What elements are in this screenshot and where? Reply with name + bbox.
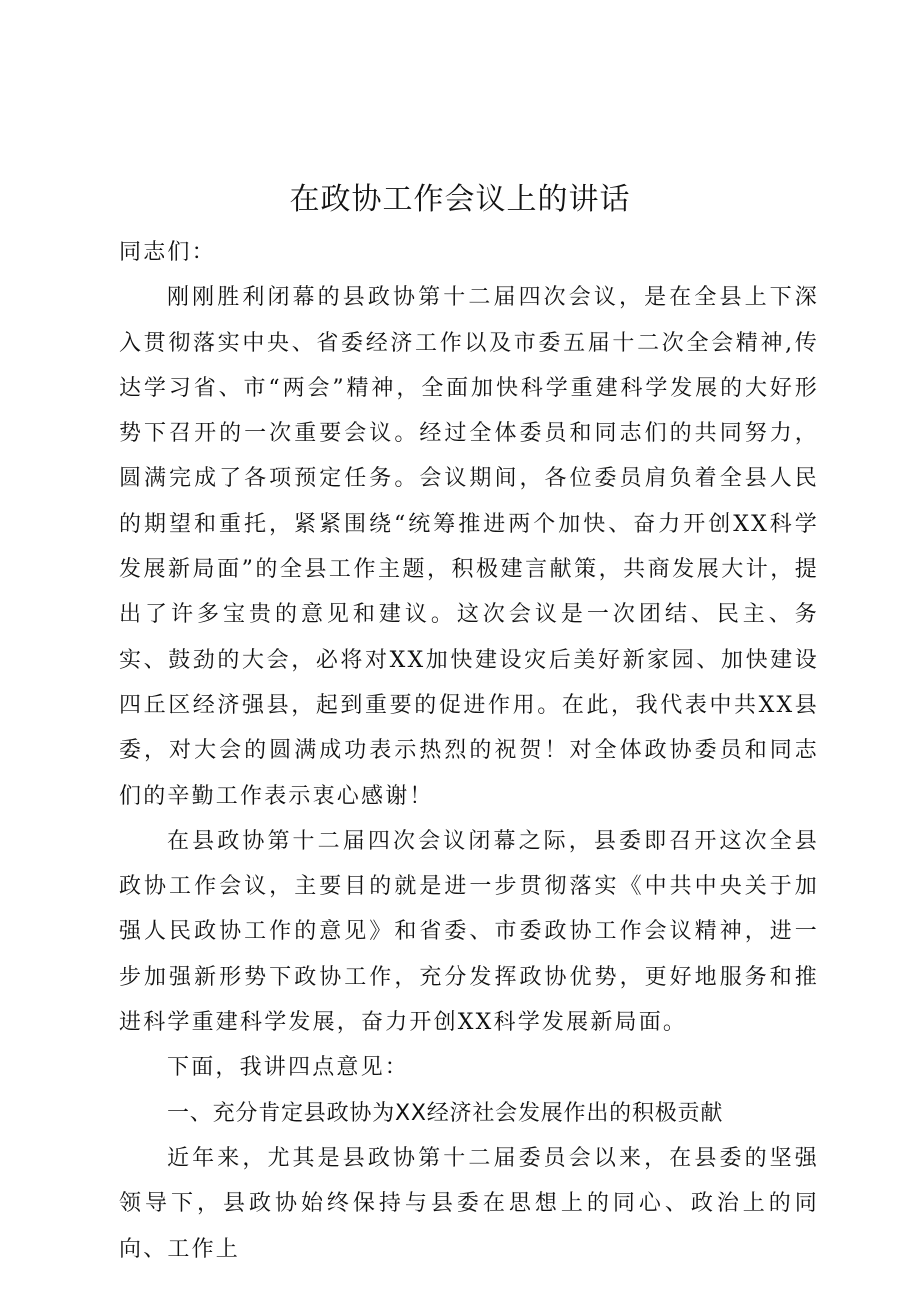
paragraph-purpose: 在县政协第十二届四次会议闭幕之际，县委即召开这次全县政协工作会议，主要目的就是进一步贯彻落实《中共中央关于加强人民政协工作的意见》和省委、市委政协工作会议精神，进一步加强新形势下政协工作，充分发挥政协优势，更好地服务和推进科学重建科学发展，奋力开创XX科学发展新局面。 <box>119 828 819 1036</box>
section-heading: 一、充分肯定县政协为XX经济社会发展作出的积极贡献 <box>167 1100 724 1126</box>
paragraph-intro-points: 下面，我讲四点意见： <box>167 1055 410 1081</box>
section-paragraph: 近年来，尤其是县政协第十二届委员会以来，在县委的坚强领导下，县政协始终保持与县委在思想上的同心、政治上的同向、工作上 <box>119 1145 819 1262</box>
document-body <box>119 230 819 1272</box>
paragraph-opening: 刚刚胜利闭幕的县政协第十二届四次会议，是在全县上下深入贯彻落实中央、省委经济工作以及市委五届十二次全会精神,传达学习省、市“两会”精神，全面加快科学重建科学发展的大好形势下召开的一次重要会议。经过全体委员和同志们的共同努力，圆满完成了各项预定任务。会议期间，各位委员肩负着全县人民的期望和重托，紧紧围绕“统筹推进两个加快、奋力开创XX科学发展新局面”的全县工作主题，积极建言献策，共商发展大计，提出了许多宝贵的意见和建议。这次会议是一次团结、民主、务实、鼓劲的大会，必将对XX加快建设灾后美好新家园、加快建设四丘区经济强县，起到重要的促进作用。在此，我代表中共XX县委，对大会的圆满成功表示热烈的祝贺！对全体政协委员和同志们的辛勤工作表示衷心感谢！ <box>119 285 819 809</box>
salutation: 同志们： <box>119 240 216 265</box>
document-title: 在政协工作会议上的讲话 <box>289 182 631 217</box>
